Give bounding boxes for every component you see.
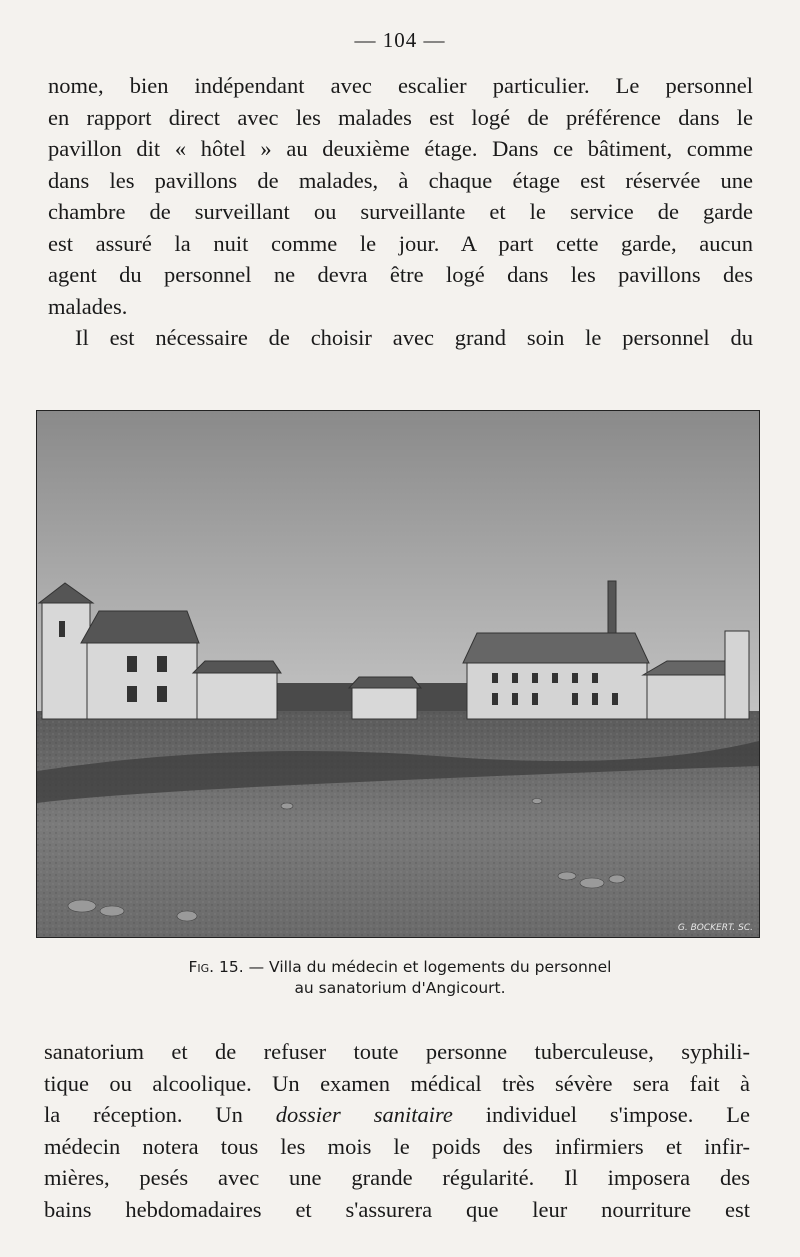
caption-label: Fig. 15. <box>188 958 244 976</box>
text-line: est assuré la nuit comme le jour. A part cette garde, aucun <box>48 230 753 256</box>
text-line: sanatorium et de refuser toute personne tuberculeuse, syphili- <box>44 1039 750 1064</box>
paragraph-3 <box>44 1036 750 1225</box>
italic-term: dossier sanitaire <box>275 1102 453 1127</box>
caption-text: au sanatorium d'Angicourt. <box>294 979 506 997</box>
page-number: — 104 — <box>354 28 446 52</box>
text-line: dans les pavillons de malades, à chaque étage est réservée une <box>48 167 753 193</box>
text-line: médecin notera tous les mois le poids des infirmiers et infir- <box>44 1133 750 1159</box>
text-line: mières, pesés avec une grande régularité. Il imposera des <box>44 1165 750 1190</box>
text-line: pavillon dit « hôtel » au deuxième étage. Dans ce bâtiment, comme <box>48 136 753 161</box>
paragraph-1 <box>48 70 753 322</box>
sanatorium-photo <box>37 411 759 937</box>
figure-caption <box>0 957 800 999</box>
text-line: en rapport direct avec les malades est logé de préférence dans le <box>48 104 753 130</box>
paragraph-2 <box>48 322 753 354</box>
text-line <box>44 1099 750 1131</box>
caption-text: — Villa du médecin et logements du personnel <box>243 958 612 976</box>
text-line: tique ou alcoolique. Un examen médical très sévère sera fait à <box>44 1070 750 1096</box>
text-line: chambre de surveillant ou surveillante et le service de garde <box>48 199 753 224</box>
text-line: nome, bien indépendant avec escalier particulier. Le personnel <box>48 73 753 98</box>
text-run: individuel s'impose. Le <box>452 1102 750 1127</box>
engraver-signature: G. BOCKERT. SC. <box>677 923 753 933</box>
text-line: Il est nécessaire de choisir avec grand soin le personnel du <box>75 325 753 350</box>
text-run: la réception. Un <box>44 1102 276 1127</box>
figure-photograph <box>36 410 760 938</box>
text-line: agent du personnel ne devra être logé dans les pavillons des <box>48 262 753 287</box>
text-line: bains hebdomadaires et s'assurera que leur nourriture est <box>44 1196 750 1222</box>
text-line: malades. <box>48 293 128 319</box>
